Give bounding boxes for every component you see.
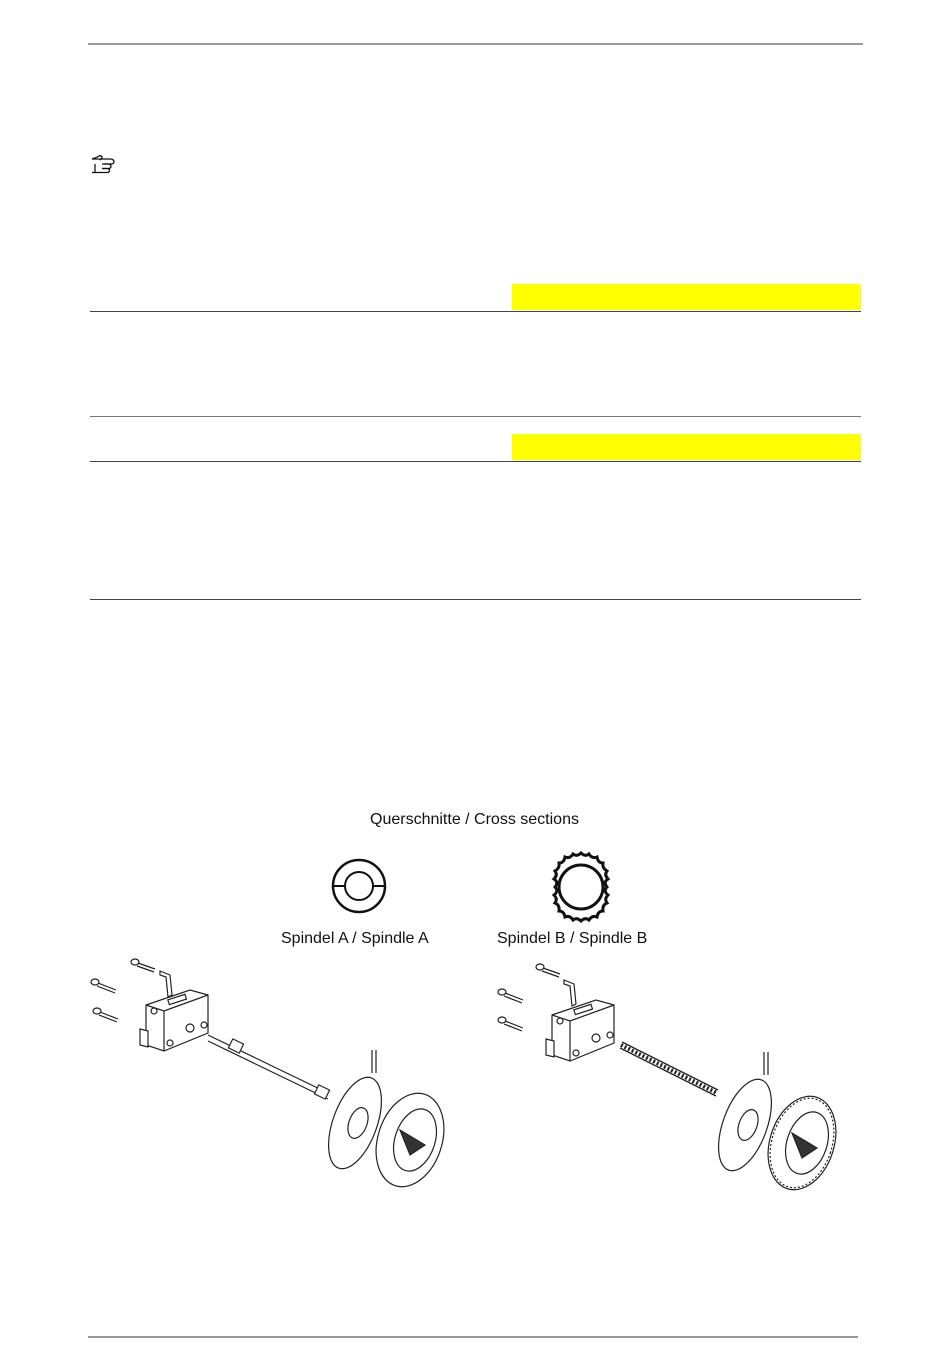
table-rule <box>90 311 861 312</box>
spindle-a-label: Spindel A / Spindle A <box>281 930 429 947</box>
pointing-hand-icon <box>90 154 120 176</box>
highlight-cell-2 <box>512 434 861 460</box>
header-rule <box>88 43 863 45</box>
lock-assembly-drawing-b <box>490 960 860 1200</box>
highlight-cell-1 <box>512 284 861 310</box>
figure-title: Querschnitte / Cross sections <box>370 811 579 828</box>
lock-assembly-drawing-a <box>80 955 460 1195</box>
spindle-a-cross-section <box>330 857 388 915</box>
spindle-b-cross-section <box>545 851 617 923</box>
footer-rule <box>88 1336 858 1338</box>
table-rule <box>90 599 861 600</box>
spindle-b-label: Spindel B / Spindle B <box>497 930 648 947</box>
table-rule <box>90 461 861 462</box>
table-rule <box>90 416 861 417</box>
